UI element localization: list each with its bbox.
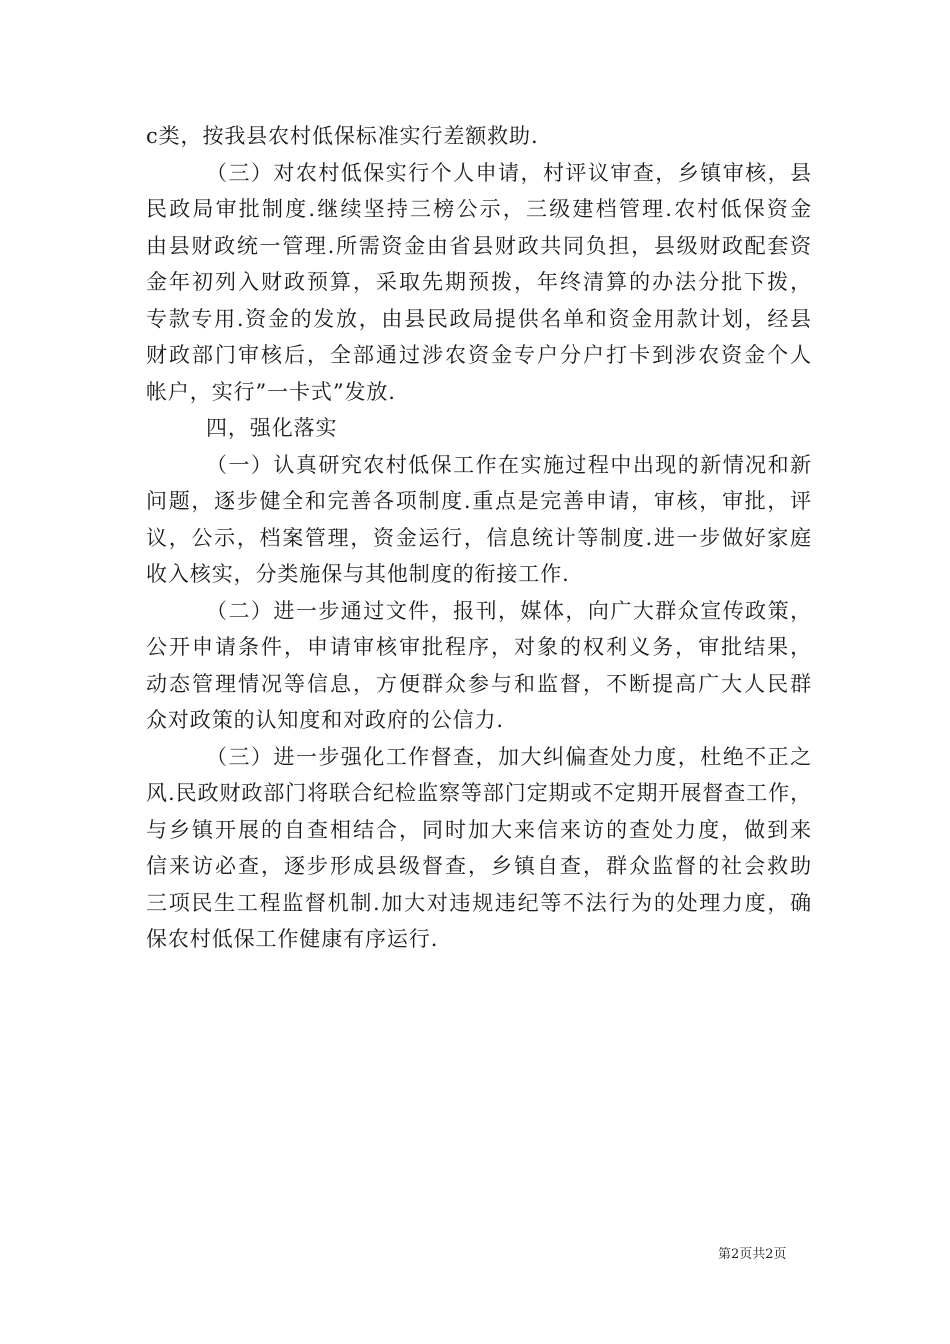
text-line: 议，公示，档案管理，资金运行，信息统计等制度.进一步做好家庭 — [146, 525, 812, 550]
text-line: （三）进一步强化工作督查，加大纠偏查处力度，杜绝不正之 — [206, 744, 812, 769]
text-line: 四，强化落实 — [206, 416, 338, 440]
page-number-footer: 第2页共2页 — [718, 1247, 787, 1262]
text-line: 众对政策的认知度和对政府的公信力. — [146, 708, 504, 732]
text-line: 专款专用.资金的发放，由县民政局提供名单和资金用款计划，经县 — [146, 306, 812, 331]
text-line: 帐户，实行”一卡式”发放. — [146, 379, 396, 404]
text-line: 问题，逐步健全和完善各项制度.重点是完善申请，审核，审批，评 — [146, 489, 812, 513]
text-line: 财政部门审核后，全部通过涉农资金专户分户打卡到涉农资金个人 — [146, 343, 812, 367]
text-line: 动态管理情况等信息，方便群众参与和监督，不断提高广大人民群 — [146, 671, 812, 696]
document-body — [146, 118, 812, 958]
text-line: 金年初列入财政预算，采取先期预拨，年终清算的办法分批下拨， — [146, 270, 812, 294]
text-line: 民政局审批制度.继续坚持三榜公示，三级建档管理.农村低保资金 — [146, 197, 812, 221]
text-line: 收入核实，分类施保与其他制度的衔接工作. — [146, 562, 570, 586]
text-line: 由县财政统一管理.所需资金由省县财政共同负担，县级财政配套资 — [146, 233, 812, 258]
text-line: 公开申请条件，申请审核审批程序，对象的权利义务，审批结果， — [146, 635, 812, 659]
text-line: （一）认真研究农村低保工作在实施过程中出现的新情况和新 — [206, 452, 812, 477]
text-line: 三项民生工程监督机制.加大对违规违纪等不法行为的处理力度，确 — [146, 890, 812, 915]
text-line: 风.民政财政部门将联合纪检监察等部门定期或不定期开展督查工作， — [146, 781, 812, 805]
text-line: （二）进一步通过文件，报刊，媒体，向广大群众宣传政策， — [206, 598, 812, 623]
text-line: 信来访必查，逐步形成县级督查，乡镇自查，群众监督的社会救助 — [146, 854, 812, 878]
text-line: 与乡镇开展的自查相结合，同时加大来信来访的查处力度，做到来 — [146, 817, 812, 842]
text-line: 保农村低保工作健康有序运行. — [146, 927, 439, 951]
text-line: （三）对农村低保实行个人申请，村评议审查，乡镇审核，县 — [206, 160, 812, 185]
text-line: c类，按我县农村低保标准实行差额救助. — [146, 124, 539, 148]
